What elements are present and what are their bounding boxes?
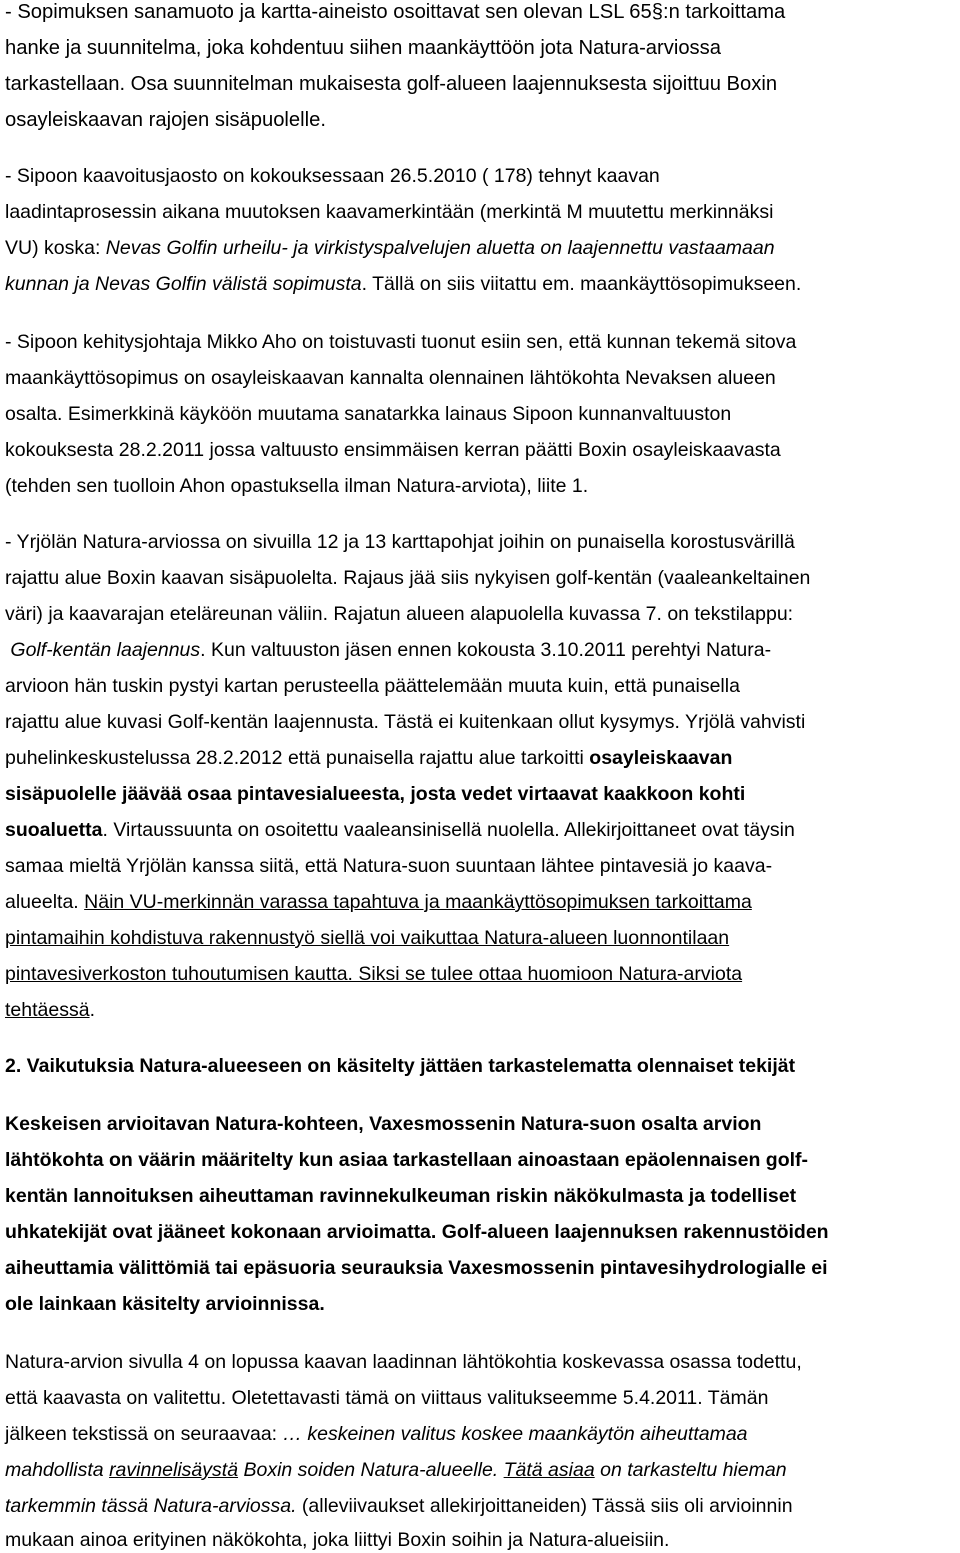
text-run: Boxin soiden Natura-alueelle. [238, 1459, 504, 1481]
text-line: ole lainkaan käsitelty arvioinnissa. [5, 1293, 325, 1315]
text-line: että kaavasta on valitettu. Oletettavasti tämä on viittaus valitukseemme 5.4.2011. Tämän [5, 1387, 769, 1409]
bold-run: suoaluetta [5, 819, 103, 841]
text-line [5, 1494, 793, 1518]
text-line: (tehden sen tuolloin Ahon opastuksella ilman Natura-arviota), liite 1. [5, 475, 589, 497]
text-line: Keskeisen arvioitavan Natura-kohteen, Vaxesmossenin Natura-suon osalta arvion [5, 1113, 762, 1135]
text-line [5, 272, 801, 296]
text-line [5, 818, 795, 842]
text-run: puhelinkeskustelussa 28.2.2012 että punaisella rajattu alue tarkoitti [5, 747, 590, 769]
text-line [5, 1422, 748, 1446]
quote-italic: kunnan ja Nevas Golfin välistä sopimusta [5, 273, 362, 295]
text-line: - Sipoon kehitysjohtaja Mikko Aho on toistuvasti tuonut esiin sen, että kunnan tekemä sitova [5, 331, 797, 353]
text-line: samaa mieltä Yrjölän kanssa siitä, että Natura-suon suuntaan lähtee pintavesiä jo kaava- [5, 855, 773, 877]
bold-run: osayleiskaavan [589, 747, 733, 769]
quote-italic: … keskeinen valitus koskee maankäytön aiheuttamaa [282, 1423, 748, 1445]
text-line: lähtökohta on väärin määritelty kun asiaa tarkastellaan ainoastaan epäolennaisen golf- [5, 1149, 809, 1171]
text-line [5, 236, 775, 260]
text-line [5, 638, 771, 662]
text-run: on tarkasteltu hieman [594, 1459, 787, 1481]
text-line [5, 998, 95, 1022]
text-line: uhkatekijät ovat jääneet kokonaan arvioimatta. Golf-alueen laajennuksen rakennustöiden [5, 1221, 829, 1243]
text-line: kentän lannoituksen aiheuttaman ravinnekulkeuman riskin näkökulmasta ja todelliset [5, 1185, 797, 1207]
text-run: jälkeen tekstissä on seuraavaa: [5, 1423, 283, 1445]
text-line: mukaan ainoa erityinen näkökohta, joka liittyi Boxin soihin ja Natura-alueisiin. [5, 1529, 670, 1551]
text-line: kokouksesta 28.2.2011 jossa valtuusto ensimmäisen kerran päätti Boxin osayleiskaavasta [5, 439, 781, 461]
text-line: aiheuttamia välittömiä tai epäsuoria seurauksia Vaxesmossenin pintavesihydrologialle ei [5, 1257, 828, 1279]
text-line [5, 746, 732, 770]
text-line [5, 890, 752, 914]
text-line: väri) ja kaavarajan eteläreunan väliin. Rajatun alueen alapuolella kuvassa 7. on tekstilappu: [5, 603, 794, 625]
text-run: VU) koska: [5, 237, 106, 259]
text-line: pintavesiverkoston tuhoutumisen kautta. Siksi se tulee ottaa huomioon Natura-arviota [5, 963, 743, 985]
text-line: - Yrjölän Natura-arviossa on sivuilla 12 ja 13 karttapohjat joihin on punaisella korostusvärillä [5, 531, 795, 553]
text-line: rajattu alue Boxin kaavan sisäpuolelta. Rajaus jää siis nykyisen golf-kentän (vaaleankeltainen [5, 567, 811, 589]
text-run: . [89, 999, 95, 1021]
text-line: osayleiskaavan rajojen sisäpuolelle. [5, 109, 326, 131]
text-run: . Tällä on siis viitattu em. maankäyttösopimukseen. [361, 273, 802, 295]
quote-italic: Nevas Golfin urheilu- ja virkistyspalvelujen aluetta on laajennettu vastaamaan [105, 237, 775, 259]
text-line: maankäyttösopimus on osayleiskaavan kannalta olennainen lähtökohta Nevaksen alueen [5, 367, 776, 389]
text-run: . Kun valtuuston jäsen ennen kokousta 3.10.2011 perehtyi Natura- [200, 639, 772, 661]
text-run: (alleviivaukset allekirjoittaneiden) Tässä siis oli arvioinnin [296, 1495, 793, 1517]
underlined-run: Näin VU-merkinnän varassa tapahtuva ja maankäyttösopimuksen tarkoittama [84, 891, 752, 913]
text-line: hanke ja suunnitelma, joka kohdentuu siihen maankäyttöön jota Natura-arviossa [5, 37, 721, 59]
text-run: alueelta. [5, 891, 85, 913]
underlined-run: ravinnelisäystä [109, 1459, 239, 1481]
underlined-run: Tätä asiaa [503, 1459, 595, 1481]
text-line: - Sopimuksen sanamuoto ja kartta-aineisto osoittavat sen olevan LSL 65§:n tarkoittama [5, 1, 786, 23]
text-line: laadintaprosessin aikana muutoksen kaavamerkintään (merkintä M muutettu merkinnäksi [5, 201, 774, 223]
underlined-run: tehtäessä [5, 999, 90, 1021]
text-line: tarkastellaan. Osa suunnitelman mukaisesta golf-alueen laajennuksesta sijoittuu Boxin [5, 73, 778, 95]
text-line: - Sipoon kaavoitusjaosto on kokouksessaan 26.5.2010 ( 178) tehnyt kaavan [5, 165, 660, 187]
text-run: . Virtaussuunta on osoitettu vaaleansinisellä nuolella. Allekirjoittaneet ovat täysin [102, 819, 795, 841]
text-line: rajattu alue kuvasi Golf-kentän laajennusta. Tästä ei kuitenkaan ollut kysymys. Yrjölä vahvisti [5, 711, 806, 733]
text-line: arvioon hän tuskin pystyi kartan perusteella päättelemään muuta kuin, että punaisella [5, 675, 740, 697]
text-line: sisäpuolelle jäävää osaa pintavesialueesta, josta vedet virtaavat kaakkoon kohti [5, 783, 746, 805]
text-line: Natura-arvion sivulla 4 on lopussa kaavan laadinnan lähtökohtia koskevassa osassa todettu, [5, 1351, 802, 1373]
section-heading: 2. Vaikutuksia Natura-alueeseen on käsitelty jättäen tarkastelematta olennaiset tekijät [5, 1055, 796, 1077]
text-line [5, 1458, 787, 1482]
text-line: pintamaihin kohdistuva rakennustyö siellä voi vaikuttaa Natura-alueen luonnontilaan [5, 927, 730, 949]
text-line: osalta. Esimerkkinä käyköön muutama sanatarkka lainaus Sipoon kunnanvaltuuston [5, 403, 732, 425]
text-run: mahdollista [5, 1459, 110, 1481]
quote-italic: Golf-kentän laajennus [10, 639, 201, 661]
quote-italic: tarkemmin tässä Natura-arviossa. [5, 1495, 297, 1517]
